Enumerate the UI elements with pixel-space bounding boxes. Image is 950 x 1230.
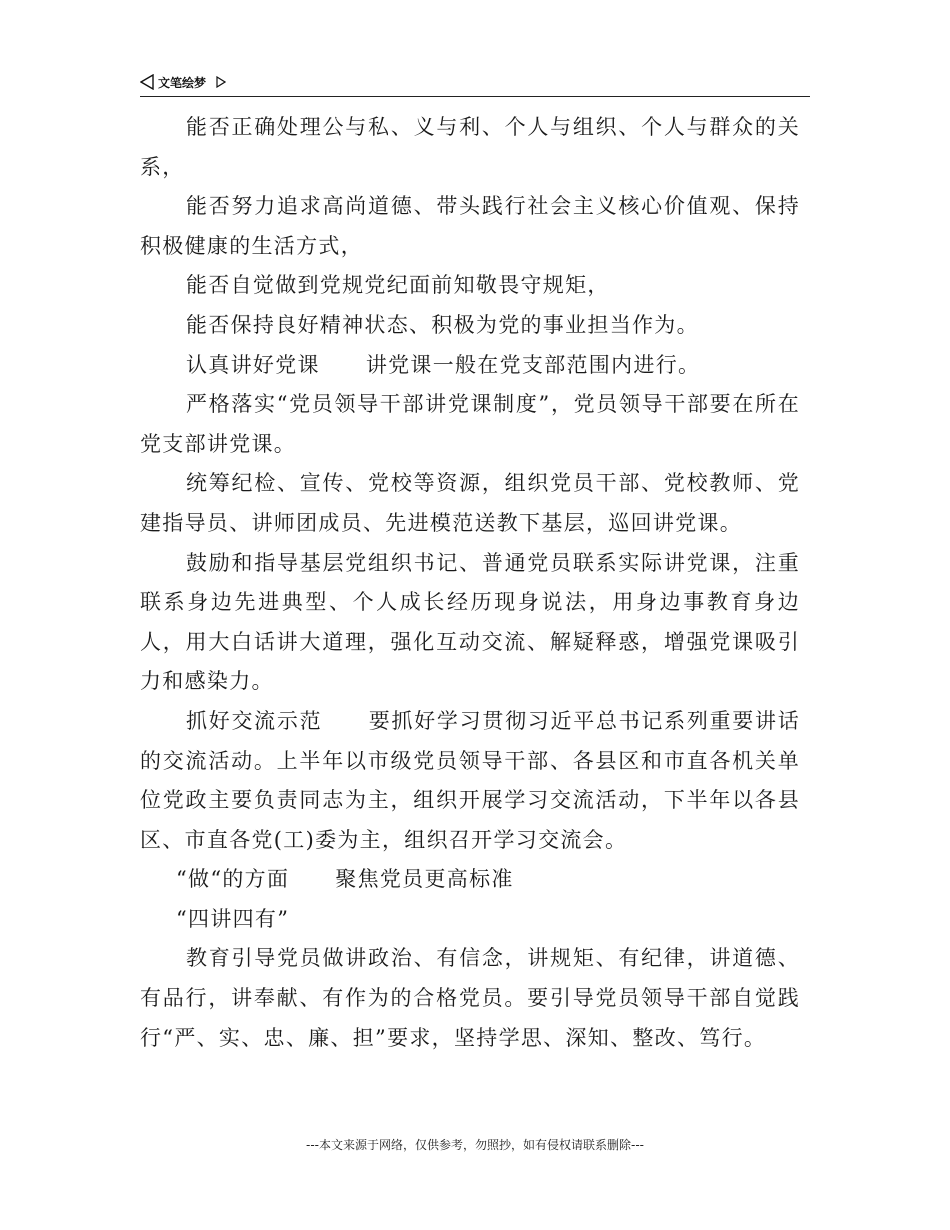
footer-disclaimer: ---本文来源于网络，仅供参考，勿照抄，如有侵权请联系删除---: [306, 1138, 644, 1152]
subheading: “四讲四有”: [176, 906, 290, 931]
brand-name: 文笔绘梦: [158, 75, 207, 90]
paragraph: 严格落实“党员领导干部讲党课制度”，党员领导干部要在所在党支部讲党课。: [140, 392, 800, 456]
paragraph: 能否努力追求高尚道德、带头践行社会主义核心价值观、保持积极健康的生活方式，: [140, 194, 800, 258]
paragraph: 能否自觉做到党规党纪面前知敬畏守规矩，: [186, 273, 610, 298]
paragraph: 统筹纪检、宣传、党校等资源，组织党员干部、党校教师、党建指导员、讲师团成员、先进模范送教下基层，巡回讲党课。: [140, 471, 800, 535]
paragraph: 教育引导党员做讲政治、有信念，讲规矩、有纪律，讲道德、有品行，讲奉献、有作为的合格党员。要引导党员领导干部自觉践行“严、实、忠、廉、担”要求，坚持学思、深知、整改、笃行。: [140, 946, 800, 1050]
page-header: [140, 72, 810, 97]
section-paragraph: [140, 702, 800, 860]
section-text: 讲党课一般在党支部范围内进行。: [365, 352, 701, 377]
section-text: 聚焦党员更高标准: [335, 867, 514, 892]
section-paragraph: [140, 346, 800, 386]
section-heading: “做“的方面: [176, 867, 290, 892]
document-body: [140, 108, 800, 1058]
paragraph: 能否保持良好精神状态、积极为党的事业担当作为。: [186, 312, 699, 337]
section-heading: 抓好交流示范: [186, 708, 323, 733]
triangle-right-icon: [216, 76, 226, 88]
paragraph: 鼓励和指导基层党组织书记、普通党员联系实际讲党课，注重联系身边先进典型、个人成长经历现身说法，用身边事教育身边人，用大白话讲大道理，强化互动交流、解疑释惑，增强党课吸引力和感染力。: [140, 550, 800, 694]
triangle-left-icon: [140, 74, 154, 90]
section-heading: 认真讲好党课: [186, 352, 320, 377]
section-paragraph: [140, 860, 800, 900]
section-text: 要抓好学习贯彻习近平总书记系列重要讲话的交流活动。上半年以市级党员领导干部、各县区和市直各机关单位党政主要负责同志为主，组织开展学习交流活动，下半年以各县区、市直各党(工)委为主，组织召开学习交流会。: [140, 708, 800, 852]
paragraph: 能否正确处理公与私、义与利、个人与组织、个人与群众的关系，: [140, 115, 800, 179]
header-brand: [140, 72, 226, 92]
